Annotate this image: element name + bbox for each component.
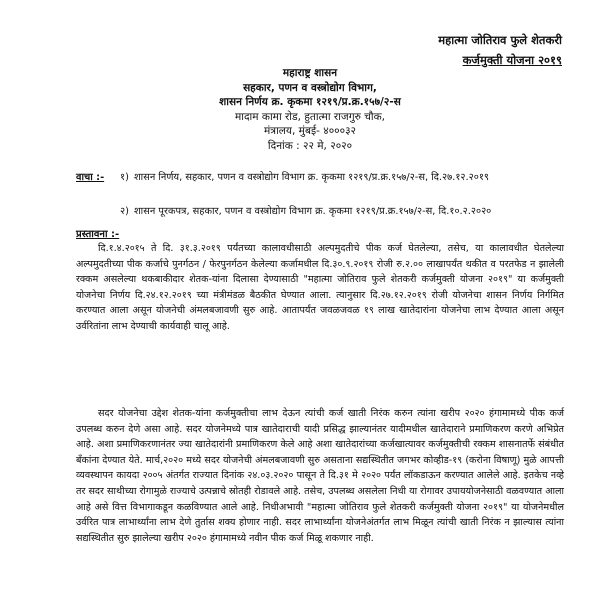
address-line1: मादाम कामा रोड, हुतात्मा राजगुरु चौक, [234,110,386,123]
letterhead [120,66,500,153]
preamble-paragraph-2: सदर योजनेचा उद्देश शेतक-यांना कर्जमुक्तीचा लाभ देऊन त्यांची कर्ज खाती निरंक करुन त्यांना खरीप २०२० हंगामामध्ये पीक कर्ज उपलब्ध करुन देणे असा आहे. सदर योजनेमध्ये पात्र खातेदाराची यादी प्रसिद्ध झाल्यानंतर यादीमधील खातेदाराने प्रमाणिकरण करणे अभिप्रेत आहे. अशा प्रमाणिकरणानंतर ज्या खातेदारांनी प्रमाणिकरण केले आहे अशा खातेदारांच्या कर्जखात्यावर कर्जमुक्तीची रक्कम शासनातर्फे संबंधीत बँकांना देण्यात येते. मार्च,२०२० मध्ये सदर योजनेची अंमलबजावणी सुरु असताना सद्यस्थितीत जगभर कोव्हीड-१९ (करोना विषाणू) मुळे आपत्ती व्यवस्थापन कायदा २००५ अंतर्गत राज्यात दिनांक २४.०३.२०२० पासून ते दि.३१ मे २०२० पर्यंत लॉकडाऊन करण्यात आलेले आहे. इतकेच नव्हे तर सदर साथीच्या रोगामुळे राज्याचे उत्पन्नाचे स्रोतही रोडावले आहे. तसेच, उपलब्ध असलेला निधी या रोगावर उपाययोजनेसाठी वळवण्यात आला आहे असे वित्त विभागाकडून कळविण्यात आले आहे. निधीअभावी "महात्मा जोतिराव फुले शेतकरी कर्जमुक्ती योजना २०१९" या योजनेमधील उर्वरित पात्र लाभार्थ्यांना लाभ देणे तुर्तास शक्य होणार नाही. सदर लाभार्थ्यांना योजनेअंतर्गत लाभ मिळून त्यांची खाती निरंक न झाल्यास त्यांना सद्यस्थितीत सुरु झालेल्या खरीप २०२० हंगामामध्ये नवीन पीक कर्ज मिळू शकणार नाही. [76,408,564,544]
scheme-title-block [352,30,562,70]
references-label: वाचा :- [76,172,105,183]
reference-text: शासन निर्णय, सहकार, पणन व वस्त्रोद्योग विभाग क्र. कृकमा १२१९/प्र.क्र.१५७/२-स, दि.२७.१२.२०१९ [134,172,490,183]
government-name: महाराष्ट्र शासन [282,67,338,79]
preamble-paragraph-1: दि.१.४.२०१५ ते दि. ३१.३.२०१९ पर्यंतच्या कालावधीसाठी अल्पमुदतीचे पीक कर्ज घेतलेल्या, तसेच, या कालावधीत घेतलेल्या अल्पमुदतीच्या पीक कर्जाचे पुनर्गठन / फेरपुनर्गठन केलेल्या कर्जामधील दि.३०.९.२०१९ रोजी रु.२.०० लाखापर्यंत थकीत व परतफेड न झालेली रक्कम असलेल्या थकबाकीदार शेतक-यांना दिलासा देण्यासाठी "महात्मा जोतिराव फुले शेतकरी कर्जमुक्ती योजना २०१९" या कर्जमुक्ती योजनेचा निर्णय दि.२४.१२.२०१९ च्या मंत्रीमंडळ बैठकीत घेण्यात आला. त्यानुसार दि.२७.१२.२०१९ रोजी योजनेचा शासन निर्णय निर्गमित करण्यात आला असून योजनेची अंमलबजावणी सुरु आहे. आतापर्यंत जवळजवळ १९ लाख खातेदारांना योजनेचा लाभ देण्यात आला असून उर्वरितांना लाभ देण्याची कार्यवाही चालू आहे. [76,243,564,332]
reference-item [120,204,590,220]
issue-date: दिनांक : २२ मे, २०२० [267,139,353,152]
reference-number: १) [120,172,129,183]
department-name: सहकार, पणन व वस्त्रोद्योग विभाग, [243,81,377,94]
reference-text: शासन पूरकपत्र, सहकार, पणन व वस्त्रोद्योग विभाग क्र. कृकमा १२१९/प्र.क्र.१५७/२-स, दि.१०.२.२०२० [134,206,492,217]
address-line2: मंत्रालय, मुंबई- ४०००३२ [264,125,356,137]
scheme-title-line2: कर्जमुक्ती योजना २०१९ [462,53,562,67]
reference-item [120,170,590,186]
scheme-title-line1: महात्मा जोतिराव फुले शेतकरी [438,33,562,47]
gr-number: शासन निर्णय क्र. कृकमा १२१९/प्र.क्र.१५७/२-स [219,96,401,108]
reference-number: २) [120,206,129,217]
preamble-label: प्रस्तावना :- [76,229,120,240]
